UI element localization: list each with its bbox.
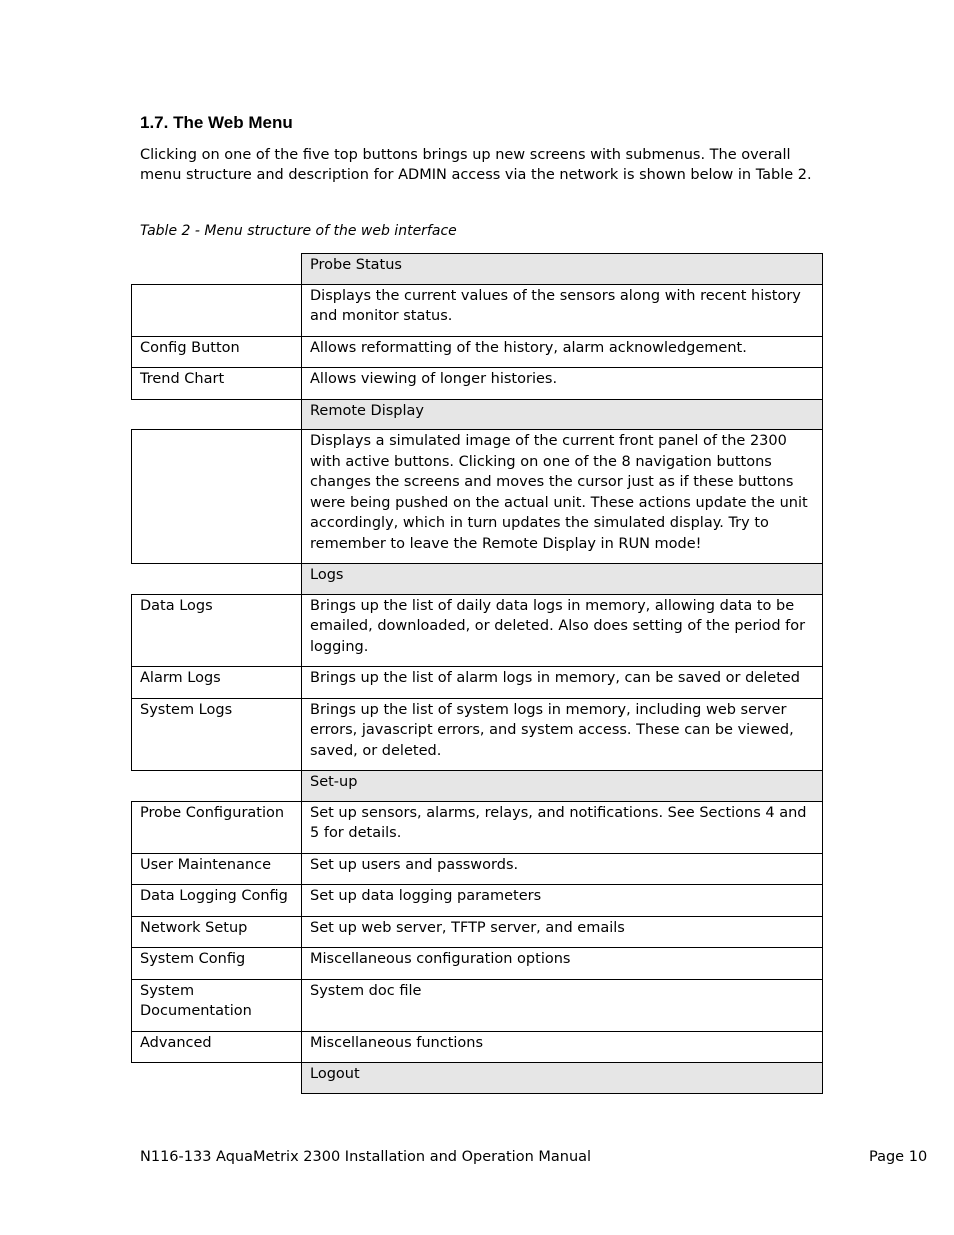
menu-item-name: User Maintenance [132,853,302,885]
footer-page-number: Page 10 [869,1149,928,1165]
menu-item-name: Probe Configuration [132,801,302,853]
menu-item-row [132,1031,823,1063]
section-spacer-cell [132,399,302,430]
menu-item-description: Brings up the list of alarm logs in memory, can be saved or deleted [302,667,823,699]
menu-item-description: Allows viewing of longer histories. [302,368,823,400]
menu-item-row [132,336,823,368]
menu-item-description: Brings up the list of system logs in memory, including web server errors, javascript errors, and system access. These can be viewed, saved, or deleted. [302,698,823,771]
menu-item-name: Network Setup [132,916,302,948]
menu-section-name: Remote Display [302,399,823,430]
menu-section-row [132,399,823,430]
menu-item-row [132,430,823,564]
menu-item-description: System doc file [302,979,823,1031]
menu-item-name: Alarm Logs [132,667,302,699]
section-heading: 1.7. The Web Menu [140,113,293,132]
menu-section-row [132,771,823,802]
menu-item-description: Brings up the list of daily data logs in memory, allowing data to be emailed, downloaded, or deleted. Also does setting of the period for logging. [302,594,823,667]
section-spacer-cell [132,254,302,285]
menu-item-description: Displays a simulated image of the current front panel of the 2300 with active buttons. Clicking on one of the 8 navigation buttons changes the screens and moves the cursor just as if these buttons were being pushed on the actual unit. These actions update the unit accordingly, which in turn updates the simulated display. Try to remember to leave the Remote Display in RUN mode! [302,430,823,564]
section-spacer-cell [132,771,302,802]
menu-table-body [132,254,823,1094]
footer-manual-title: N116-133 AquaMetrix 2300 Installation and Operation Manual [140,1149,592,1165]
menu-item-row [132,368,823,400]
menu-item-name: System Config [132,948,302,980]
menu-item-row [132,916,823,948]
menu-item-row [132,979,823,1031]
menu-section-name: Probe Status [302,254,823,285]
menu-item-name [132,430,302,564]
menu-item-description: Displays the current values of the sensors along with recent history and monitor status. [302,284,823,336]
menu-item-name: Data Logging Config [132,885,302,917]
menu-item-name: Advanced [132,1031,302,1063]
menu-item-name: Trend Chart [132,368,302,400]
menu-section-row [132,1063,823,1094]
menu-item-row [132,948,823,980]
menu-item-row [132,594,823,667]
section-spacer-cell [132,1063,302,1094]
menu-section-name: Logout [302,1063,823,1094]
menu-item-description: Miscellaneous configuration options [302,948,823,980]
menu-item-description: Miscellaneous functions [302,1031,823,1063]
menu-item-row [132,667,823,699]
menu-item-description: Set up sensors, alarms, relays, and notifications. See Sections 4 and 5 for details. [302,801,823,853]
menu-item-row [132,853,823,885]
menu-item-row [132,885,823,917]
menu-item-name: Data Logs [132,594,302,667]
menu-item-name: System Logs [132,698,302,771]
menu-item-row [132,284,823,336]
menu-section-row [132,254,823,285]
menu-item-description: Set up web server, TFTP server, and emails [302,916,823,948]
menu-item-description: Set up users and passwords. [302,853,823,885]
menu-item-description: Set up data logging parameters [302,885,823,917]
menu-item-name: Config Button [132,336,302,368]
menu-item-description: Allows reformatting of the history, alarm acknowledgement. [302,336,823,368]
intro-paragraph: Clicking on one of the five top buttons brings up new screens with submenus. The overall menu structure and description for ADMIN access via the network is shown below in Table 2. [140,147,812,183]
menu-item-name [132,284,302,336]
menu-section-name: Logs [302,564,823,595]
table-caption: Table 2 - Menu structure of the web interface [140,223,457,239]
section-spacer-cell [132,564,302,595]
menu-item-row [132,801,823,853]
menu-section-row [132,564,823,595]
menu-item-row [132,698,823,771]
menu-structure-table [131,253,823,1094]
menu-item-name: System Documentation [132,979,302,1031]
menu-section-name: Set-up [302,771,823,802]
